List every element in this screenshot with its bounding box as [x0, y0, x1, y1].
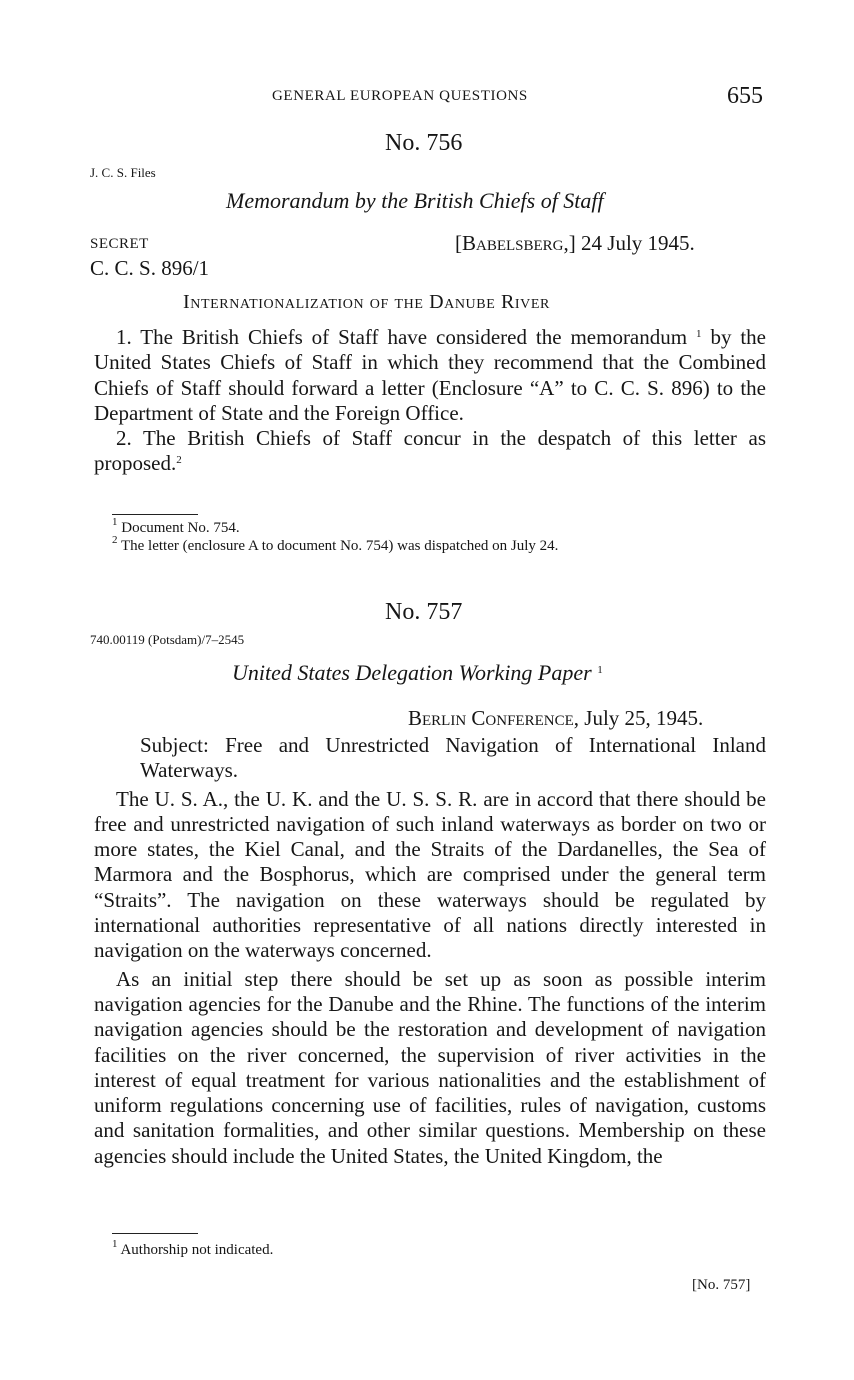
footnote-divider — [112, 1233, 198, 1234]
paragraph: 1. The British Chiefs of Staff have considered the memorandum $^1$ by the United States Chiefs of Staff in which they recommend that the Combined Chiefs of Staff should forward a letter (Enclosure “A” to C. C. S. 896) to the Department of State and the Foreign Office. — [94, 325, 767, 425]
memorandum-body — [94, 325, 766, 477]
file-reference: J. C. S. Files — [90, 165, 156, 180]
running-header: GENERAL EUROPEAN QUESTIONS — [272, 88, 528, 104]
footnote: $^1$ Authorship not indicated. — [112, 1238, 274, 1258]
date: July 25, 1945. — [584, 706, 704, 730]
footnote-mark: 1 — [696, 328, 702, 340]
place-date-line — [408, 706, 703, 731]
working-paper-body — [94, 733, 766, 1169]
footnote-mark: 1 — [597, 664, 603, 676]
paragraph: 2. The British Chiefs of Staff concur in the despatch of this letter as proposed.$^2$ — [94, 426, 766, 476]
place: Berlin Conference, — [408, 706, 580, 730]
document-number: No. 757 — [385, 599, 463, 625]
subject-line: Subject: Free and Unrestricted Navigation of International Inland Waterways. — [140, 733, 766, 783]
footnote: $^2$ The letter (enclosure A to document No. 754) was dispatched on July 24. — [112, 534, 559, 554]
ccs-reference: C. C. S. 896/1 — [90, 256, 210, 280]
page-number: 655 — [727, 83, 763, 109]
page-footer-reference: [No. 757] — [692, 1277, 751, 1293]
paragraph: The U. S. A., the U. K. and the U. S. S. R. are in accord that there should be free and unrestricted navigation of such inland waterways as border on two or more states, the Kiel Canal, and the Straits of the Dardanelles, the Sea of Marmora and the Bosphorus, which are comprised under the general term “Straits”. The navigation on these waterways should be regulated by international authorities representative of all nations directly interested in navigation on the waterways concerned. — [94, 786, 766, 963]
date: 24 July 1945. — [581, 231, 695, 255]
document-number: No. 756 — [385, 130, 463, 156]
footnote-mark: 2 — [176, 454, 182, 467]
document-title: United States Delegation Working Paper $^1$ — [232, 660, 603, 685]
document-title: Memorandum by the British Chiefs of Staff — [226, 188, 604, 213]
place-date-line — [455, 231, 695, 256]
footnote: $^1$ Document No. 754. — [112, 516, 240, 536]
paragraph: As an initial step there should be set up as soon as possible interim navigation agencies for the Danube and the Rhine. The functions of the interim navigation agencies should be the restoration and development of navigation facilities on the river concerned, the supervision of river activities in the interest of equal treatment for various nationalities and the establishment of uniform regulations concerning use of facilities, rules of navigation, customs and sanitation formalities, and other similar questions. Membership on these agencies should include the United States, the United Kingdom, the — [94, 966, 766, 1168]
subject-heading: Internationalization of the Danube River — [183, 291, 550, 313]
file-reference: 740.00119 (Potsdam)/7–2545 — [90, 632, 245, 647]
classification-label: SECRET — [90, 236, 149, 252]
place: [Babelsberg,] — [455, 231, 576, 255]
footnote-divider — [112, 514, 198, 515]
